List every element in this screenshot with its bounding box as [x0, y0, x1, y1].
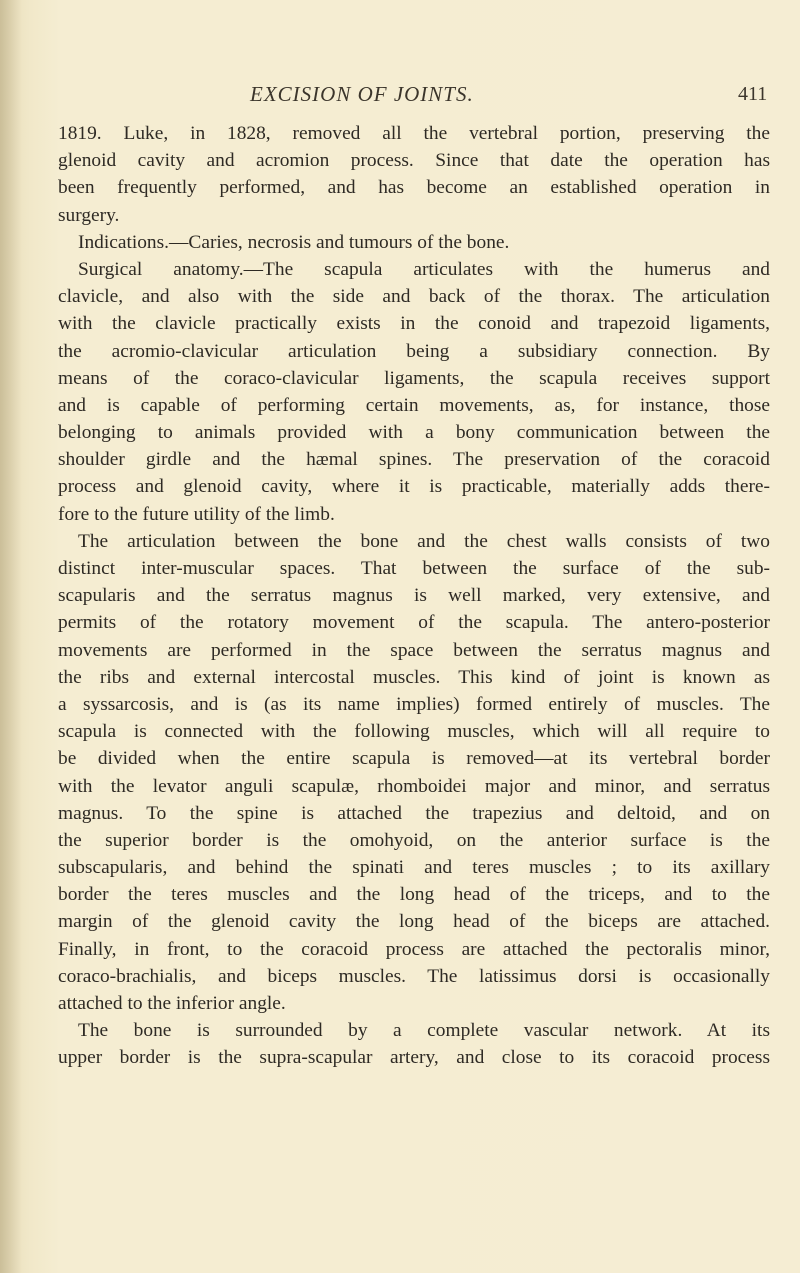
text-line: the superior border is the omohyoid, on the anterior surface is the [58, 829, 770, 851]
text-line: 1819. Luke, in 1828, removed all the vertebral portion, preserving the [58, 123, 770, 144]
text-line: Surgical anatomy.—The scapula articulates with the humerus and [78, 258, 770, 280]
text-line: attached to the inferior angle. [58, 993, 286, 1014]
text-line: scapularis and the serratus magnus is well marked, very extensive, and [58, 585, 770, 607]
text-line: been frequently performed, and has become an established operation in [58, 177, 770, 199]
text-line: with the clavicle practically exists in the conoid and trapezoid ligaments, [58, 313, 770, 335]
text-line: glenoid cavity and acromion process. Since that date the operation has [58, 150, 770, 172]
text-line: with the levator anguli scapulæ, rhomboidei major and minor, and serratus [58, 775, 770, 797]
text-line: distinct inter-muscular spaces. That between the surface of the sub- [58, 558, 770, 579]
binding-shadow [0, 0, 22, 1273]
text-line: subscapularis, and behind the spinati and teres muscles ; to its axillary [58, 857, 770, 879]
text-line: margin of the glenoid cavity the long head of the biceps are attached. [58, 911, 770, 933]
text-line: border the teres muscles and the long head of the triceps, and to the [58, 884, 770, 906]
text-line: means of the coraco-clavicular ligaments, the scapula receives support [58, 367, 770, 389]
page-number: 411 [738, 83, 768, 105]
text-line: Finally, in front, to the coracoid process are attached the pectoralis minor, [58, 938, 770, 960]
text-line: and is capable of performing certain movements, as, for instance, those [58, 394, 770, 416]
text-line: clavicle, and also with the side and back of the thorax. The articulation [58, 286, 770, 308]
text-line: permits of the rotatory movement of the scapula. The antero-posterior [58, 612, 770, 634]
text-line: a syssarcosis, and is (as its name implies) formed entirely of muscles. The [58, 693, 770, 715]
text-line: process and glenoid cavity, where it is practicable, materially adds there- [58, 476, 770, 498]
text-line: the acromio-clavicular articulation being a subsidiary connection. By [58, 340, 770, 362]
text-line: The bone is surrounded by a complete vascular network. At its [78, 1020, 770, 1042]
text-line: belonging to animals provided with a bony communication between the [58, 422, 770, 444]
text-line: be divided when the entire scapula is removed—at its vertebral border [58, 748, 770, 770]
text-line: surgery. [58, 204, 120, 226]
text-line: upper border is the supra-scapular artery, and close to its coracoid process [58, 1047, 770, 1069]
running-header [0, 82, 800, 112]
text-line: magnus. To the spine is attached the trapezius and deltoid, and on [58, 802, 770, 824]
header-title: EXCISION OF JOINTS. [250, 82, 474, 106]
text-line: The articulation between the bone and the chest walls consists of two [78, 530, 770, 552]
text-line: the ribs and external intercostal muscles. This kind of joint is known as [58, 666, 770, 688]
text-line: movements are performed in the space between the serratus magnus and [58, 639, 770, 661]
body-text [58, 120, 770, 1072]
text-line: shoulder girdle and the hæmal spines. The preservation of the coracoid [58, 449, 770, 471]
text-line: Indications.—Caries, necrosis and tumours of the bone. [78, 231, 510, 253]
text-line: fore to the future utility of the limb. [58, 503, 335, 525]
text-line: scapula is connected with the following muscles, which will all require to [58, 721, 770, 743]
text-line: coraco-brachialis, and biceps muscles. The latissimus dorsi is occasionally [58, 965, 770, 987]
